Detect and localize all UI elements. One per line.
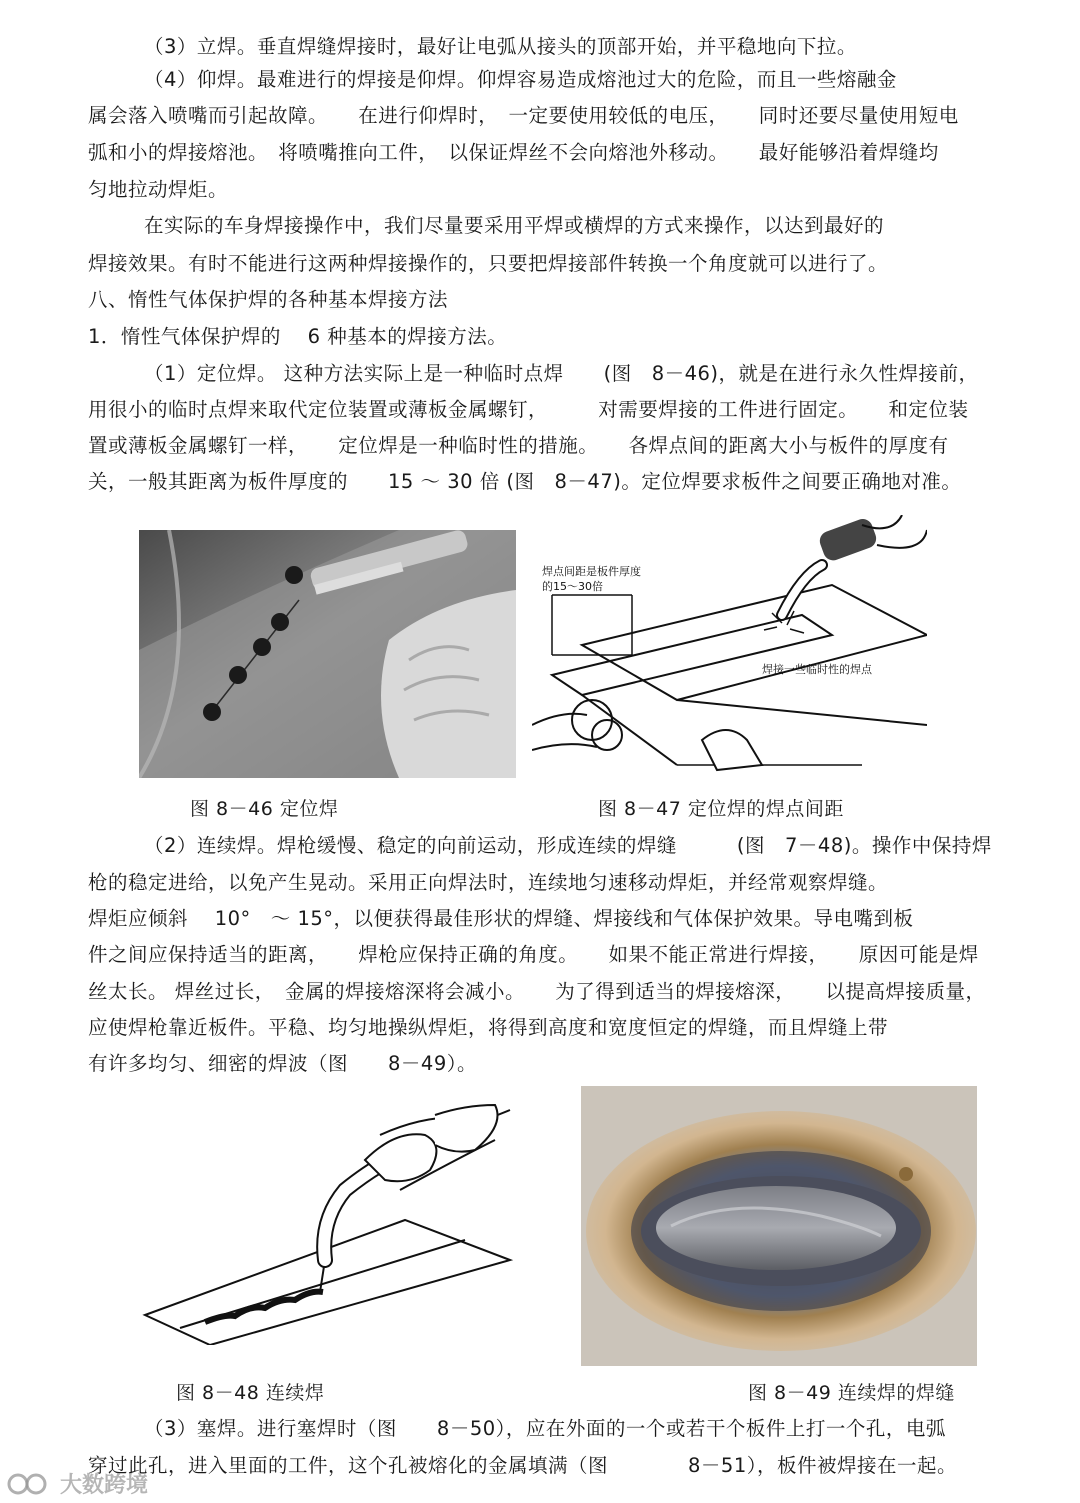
watermark-text: 大数跨境	[60, 1473, 149, 1498]
paragraph-line: 件之间应保持适当的距离， 焊枪应保持正确的角度。 如果不能正常进行焊接， 原因可能是焊	[88, 943, 979, 966]
paragraph-line: （3）塞焊。进行塞焊时（图 8－50），应在外面的一个或若干个板件上打一个孔，电弧	[144, 1417, 946, 1440]
figure-caption: 图 8－48 连续焊	[176, 1382, 325, 1404]
figure-caption: 图 8－47 定位焊的焊点间距	[598, 798, 844, 820]
figure-8-48-drawing	[135, 1100, 515, 1345]
paragraph-line: 关，一般其距离为板件厚度的 15 ～ 30 倍 (图 8－47)。定位焊要求板件之间要正确地对准。	[88, 470, 962, 493]
paragraph-line: 弧和小的焊接熔池。 将喷嘴推向工件， 以保证焊丝不会向熔池外移动。 最好能够沿着焊缝均	[88, 141, 939, 164]
paragraph-line: （4）仰焊。最难进行的焊接是仰焊。仰焊容易造成熔池过大的危险，而且一些熔融金	[144, 68, 897, 91]
paragraph-line: 属会落入喷嘴而引起故障。 在进行仰焊时， 一定要使用较低的电压， 同时还要尽量使用短电	[88, 104, 959, 127]
watermark	[0, 1464, 154, 1503]
paragraph-line: （2）连续焊。焊枪缓慢、稳定的向前运动，形成连续的焊缝 (图 7－48)。操作中保持焊	[144, 834, 992, 857]
section-heading: 八、惰性气体保护焊的各种基本焊接方法	[88, 288, 449, 311]
spacing-label-line2: 的15～30倍	[542, 580, 603, 593]
paragraph-line: 用很小的临时点焊来取代定位装置或薄板金属螺钉， 对需要焊接的工件进行固定。 和定位装	[88, 398, 969, 421]
spacing-label-line1: 焊点间距是板件厚度	[542, 565, 641, 578]
subsection-heading: 1．惰性气体保护焊的 6 种基本的焊接方法。	[88, 325, 508, 348]
figure-8-47-diagram	[532, 515, 927, 780]
paragraph-line: 丝太长。 焊丝过长， 金属的焊接熔深将会减小。 为了得到适当的焊接熔深， 以提高焊接质量，	[88, 980, 986, 1003]
paragraph-line: （3）立焊。垂直焊缝焊接时，最好让电弧从接头的顶部开始，并平稳地向下拉。	[144, 35, 857, 58]
paragraph-line: 应使焊枪靠近板件。平稳、均匀地操纵焊炬，将得到高度和宽度恒定的焊缝，而且焊缝上带	[88, 1016, 889, 1039]
tack-label: 焊接一些临时性的焊点	[762, 663, 872, 676]
paragraph-line: 焊炬应倾斜 10° ～ 15°，以便获得最佳形状的焊缝、焊接线和气体保护效果。导电嘴到板	[88, 907, 914, 930]
paragraph-line: 枪的稳定进给，以免产生晃动。采用正向焊法时，连续地匀速移动焊炬，并经常观察焊缝。	[88, 871, 889, 894]
paragraph-line: 置或薄板金属螺钉一样， 定位焊是一种临时性的措施。 各焊点间的距离大小与板件的厚度有	[88, 434, 949, 457]
figure-caption: 图 8－46 定位焊	[190, 798, 339, 820]
figure-8-49-photo	[581, 1086, 977, 1366]
figure-8-46-photo	[139, 530, 516, 778]
paragraph-line: （1）定位焊。 这种方法实际上是一种临时点焊 (图 8－46)，就是在进行永久性焊接前，	[144, 362, 979, 385]
paragraph-line: 焊接效果。有时不能进行这两种焊接操作的，只要把焊接部件转换一个角度就可以进行了。	[88, 252, 889, 275]
paragraph-line: 在实际的车身焊接操作中，我们尽量要采用平焊或横焊的方式来操作，以达到最好的	[144, 214, 885, 237]
paragraph-line: 穿过此孔，进入里面的工件，这个孔被熔化的金属填满（图 8－51），板件被焊接在一起。	[88, 1454, 957, 1477]
figure-caption: 图 8－49 连续焊的焊缝	[748, 1382, 955, 1404]
watermark-logo-icon	[6, 1471, 52, 1497]
paragraph-line: 有许多均匀、细密的焊波（图 8－49）。	[88, 1052, 477, 1075]
paragraph-line: 匀地拉动焊炬。	[88, 178, 229, 201]
